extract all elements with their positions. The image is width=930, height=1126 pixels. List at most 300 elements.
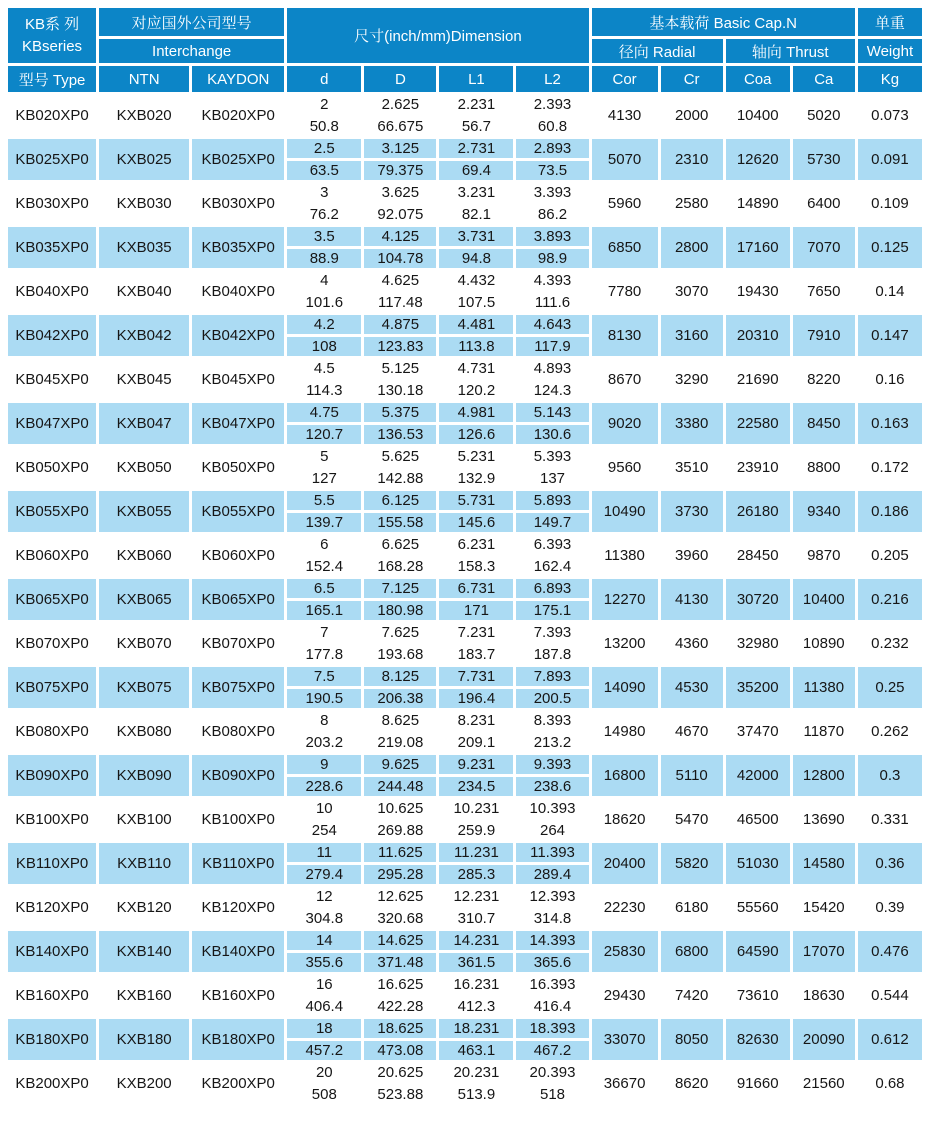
cell-model-type: KB180XP0 bbox=[8, 1019, 96, 1060]
cell-model-type: KB080XP0 bbox=[8, 711, 96, 752]
cell-ca: 5730 bbox=[793, 139, 855, 180]
cell-ca: 13690 bbox=[793, 799, 855, 840]
value-L1-inch: 5.731 bbox=[439, 491, 513, 510]
cell-dimension-L2 bbox=[516, 579, 588, 620]
value-d-mm: 406.4 bbox=[305, 998, 344, 1015]
cell-dimension-L2 bbox=[516, 931, 588, 972]
value-L1-mm: 285.3 bbox=[439, 865, 513, 884]
cell-kg: 0.205 bbox=[858, 535, 922, 576]
cell-coa: 19430 bbox=[726, 271, 790, 312]
cell-dimension-d bbox=[287, 271, 361, 312]
value-D-inch: 7.125 bbox=[364, 579, 436, 598]
value-d-inch: 6 bbox=[320, 536, 329, 553]
value-d-inch: 9 bbox=[287, 755, 361, 774]
cell-ca: 11870 bbox=[793, 711, 855, 752]
cell-dimension-L1 bbox=[439, 183, 513, 224]
cell-cor: 7780 bbox=[592, 271, 658, 312]
value-L2-mm: 518 bbox=[539, 1086, 566, 1103]
value-L2-mm: 238.6 bbox=[516, 777, 588, 796]
header-dimension: 尺寸(inch/mm)Dimension bbox=[287, 8, 588, 63]
cell-kg: 0.25 bbox=[858, 667, 922, 708]
value-d-mm: 114.3 bbox=[306, 382, 343, 399]
cell-dimension-L2 bbox=[516, 843, 588, 884]
cell-dimension-d bbox=[287, 975, 361, 1016]
cell-cor: 8130 bbox=[592, 315, 658, 356]
value-D-inch: 18.625 bbox=[364, 1019, 436, 1038]
cell-dimension-L1 bbox=[439, 931, 513, 972]
cell-dimension-L1 bbox=[439, 843, 513, 884]
cell-cr: 3290 bbox=[661, 359, 723, 400]
cell-ntn-model: KXB042 bbox=[99, 315, 189, 356]
cell-model-type: KB090XP0 bbox=[8, 755, 96, 796]
value-L2-inch: 2.393 bbox=[533, 96, 572, 113]
cell-cr: 3070 bbox=[661, 271, 723, 312]
value-d-inch: 16 bbox=[315, 976, 333, 993]
cell-dimension-L2 bbox=[516, 1019, 588, 1060]
cell-dimension-L1 bbox=[439, 975, 513, 1016]
column-header-kaydon: KAYDON bbox=[192, 66, 284, 92]
value-D-inch: 4.875 bbox=[364, 315, 436, 334]
cell-dimension-D bbox=[364, 535, 436, 576]
value-L2-inch: 9.393 bbox=[516, 755, 588, 774]
table-row bbox=[8, 711, 922, 752]
value-L2-inch: 18.393 bbox=[516, 1019, 588, 1038]
cell-ca: 11380 bbox=[793, 667, 855, 708]
value-D-inch: 4.125 bbox=[364, 227, 436, 246]
cell-kaydon-model: KB100XP0 bbox=[192, 799, 284, 840]
value-d-inch: 3.5 bbox=[287, 227, 361, 246]
value-d-inch: 4.2 bbox=[287, 315, 361, 334]
cell-cr: 4530 bbox=[661, 667, 723, 708]
cell-dimension-L1 bbox=[439, 271, 513, 312]
value-D-inch: 6.625 bbox=[381, 536, 420, 553]
cell-ca: 8220 bbox=[793, 359, 855, 400]
cell-ca: 9870 bbox=[793, 535, 855, 576]
cell-ntn-model: KXB090 bbox=[99, 755, 189, 796]
value-d-inch: 4.75 bbox=[287, 403, 361, 422]
cell-cor: 20400 bbox=[592, 843, 658, 884]
value-L1-mm: 145.6 bbox=[439, 513, 513, 532]
value-d-inch: 3 bbox=[320, 184, 329, 201]
header-interchange-en: Interchange bbox=[99, 39, 284, 63]
value-D-mm: 123.83 bbox=[364, 337, 436, 356]
cell-model-type: KB030XP0 bbox=[8, 183, 96, 224]
cell-cr: 5110 bbox=[661, 755, 723, 796]
value-D-inch: 11.625 bbox=[364, 843, 436, 862]
cell-model-type: KB070XP0 bbox=[8, 623, 96, 664]
cell-ca: 7070 bbox=[793, 227, 855, 268]
cell-dimension-L2 bbox=[516, 535, 588, 576]
cell-kaydon-model: KB065XP0 bbox=[192, 579, 284, 620]
cell-kg: 0.232 bbox=[858, 623, 922, 664]
cell-ntn-model: KXB110 bbox=[99, 843, 189, 884]
value-D-inch: 8.625 bbox=[381, 712, 420, 729]
value-L1-inch: 2.231 bbox=[457, 96, 496, 113]
cell-dimension-d bbox=[287, 579, 361, 620]
cell-model-type: KB120XP0 bbox=[8, 887, 96, 928]
cell-dimension-D bbox=[364, 755, 436, 796]
value-d-mm: 254 bbox=[311, 822, 337, 839]
cell-model-type: KB140XP0 bbox=[8, 931, 96, 972]
cell-coa: 35200 bbox=[726, 667, 790, 708]
cell-dimension-d bbox=[287, 667, 361, 708]
cell-ca: 20090 bbox=[793, 1019, 855, 1060]
value-D-mm: 130.18 bbox=[377, 382, 424, 399]
value-D-inch: 5.125 bbox=[381, 360, 420, 377]
table-body bbox=[8, 95, 922, 1104]
cell-ntn-model: KXB045 bbox=[99, 359, 189, 400]
cell-dimension-d bbox=[287, 1019, 361, 1060]
value-L2-inch: 4.643 bbox=[516, 315, 588, 334]
cell-dimension-L2 bbox=[516, 491, 588, 532]
value-D-mm: 295.28 bbox=[364, 865, 436, 884]
cell-kaydon-model: KB200XP0 bbox=[192, 1063, 284, 1104]
value-L2-mm: 117.9 bbox=[516, 337, 588, 356]
cell-ntn-model: KXB040 bbox=[99, 271, 189, 312]
value-L1-inch: 14.231 bbox=[439, 931, 513, 950]
value-d-inch: 2 bbox=[320, 96, 329, 113]
cell-coa: 55560 bbox=[726, 887, 790, 928]
value-L1-mm: 107.5 bbox=[457, 294, 496, 311]
cell-cr: 5470 bbox=[661, 799, 723, 840]
value-L2-inch: 12.393 bbox=[529, 888, 576, 905]
cell-cr: 3730 bbox=[661, 491, 723, 532]
cell-ntn-model: KXB035 bbox=[99, 227, 189, 268]
cell-dimension-D bbox=[364, 359, 436, 400]
cell-kaydon-model: KB075XP0 bbox=[192, 667, 284, 708]
value-L1-mm: 463.1 bbox=[439, 1041, 513, 1060]
value-d-mm: 101.6 bbox=[305, 294, 344, 311]
cell-dimension-D bbox=[364, 931, 436, 972]
cell-kg: 0.073 bbox=[858, 95, 922, 136]
value-d-inch: 4 bbox=[320, 272, 329, 289]
column-header-L2: L2 bbox=[516, 66, 588, 92]
value-d-inch: 2.5 bbox=[287, 139, 361, 158]
value-D-inch: 5.375 bbox=[364, 403, 436, 422]
cell-ntn-model: KXB060 bbox=[99, 535, 189, 576]
value-L2-inch: 20.393 bbox=[529, 1064, 576, 1081]
value-L2-inch: 5.893 bbox=[516, 491, 588, 510]
value-D-mm: 193.68 bbox=[377, 646, 424, 663]
cell-ca: 10400 bbox=[793, 579, 855, 620]
cell-kaydon-model: KB070XP0 bbox=[192, 623, 284, 664]
cell-model-type: KB065XP0 bbox=[8, 579, 96, 620]
value-d-inch: 5 bbox=[320, 448, 329, 465]
cell-cr: 4670 bbox=[661, 711, 723, 752]
value-d-inch: 11 bbox=[287, 843, 361, 862]
value-L1-mm: 209.1 bbox=[457, 734, 496, 751]
value-D-mm: 523.88 bbox=[377, 1086, 424, 1103]
cell-kaydon-model: KB090XP0 bbox=[192, 755, 284, 796]
cell-kaydon-model: KB047XP0 bbox=[192, 403, 284, 444]
table-row bbox=[8, 755, 922, 796]
cell-kg: 0.16 bbox=[858, 359, 922, 400]
cell-cor: 18620 bbox=[592, 799, 658, 840]
value-d-mm: 304.8 bbox=[305, 910, 344, 927]
cell-kg: 0.544 bbox=[858, 975, 922, 1016]
value-d-mm: 76.2 bbox=[309, 206, 339, 223]
cell-dimension-D bbox=[364, 447, 436, 488]
cell-dimension-L1 bbox=[439, 315, 513, 356]
value-L2-inch: 2.893 bbox=[516, 139, 588, 158]
cell-ca: 8800 bbox=[793, 447, 855, 488]
table-row bbox=[8, 315, 922, 356]
cell-cor: 9020 bbox=[592, 403, 658, 444]
value-D-mm: 219.08 bbox=[377, 734, 424, 751]
value-D-inch: 5.625 bbox=[381, 448, 420, 465]
value-L1-inch: 4.432 bbox=[457, 272, 496, 289]
cell-kg: 0.14 bbox=[858, 271, 922, 312]
cell-cor: 8670 bbox=[592, 359, 658, 400]
header-weight-en: Weight bbox=[858, 39, 922, 63]
cell-cor: 36670 bbox=[592, 1063, 658, 1104]
cell-dimension-L2 bbox=[516, 623, 588, 664]
cell-model-type: KB045XP0 bbox=[8, 359, 96, 400]
value-D-mm: 136.53 bbox=[364, 425, 436, 444]
cell-ca: 9340 bbox=[793, 491, 855, 532]
cell-kg: 0.262 bbox=[858, 711, 922, 752]
cell-ntn-model: KXB065 bbox=[99, 579, 189, 620]
cell-dimension-d bbox=[287, 1063, 361, 1104]
value-L1-inch: 6.231 bbox=[457, 536, 496, 553]
table-row bbox=[8, 799, 922, 840]
cell-cor: 22230 bbox=[592, 887, 658, 928]
cell-model-type: KB100XP0 bbox=[8, 799, 96, 840]
cell-kaydon-model: KB040XP0 bbox=[192, 271, 284, 312]
cell-kaydon-model: KB080XP0 bbox=[192, 711, 284, 752]
cell-ca: 7650 bbox=[793, 271, 855, 312]
cell-coa: 32980 bbox=[726, 623, 790, 664]
cell-coa: 10400 bbox=[726, 95, 790, 136]
value-D-mm: 142.88 bbox=[377, 470, 424, 487]
cell-dimension-L1 bbox=[439, 491, 513, 532]
value-L2-mm: 264 bbox=[539, 822, 566, 839]
cell-dimension-d bbox=[287, 227, 361, 268]
cell-dimension-d bbox=[287, 887, 361, 928]
header-series bbox=[8, 8, 96, 63]
cell-coa: 23910 bbox=[726, 447, 790, 488]
value-L2-mm: 365.6 bbox=[516, 953, 588, 972]
cell-dimension-D bbox=[364, 227, 436, 268]
cell-coa: 22580 bbox=[726, 403, 790, 444]
table-row bbox=[8, 227, 922, 268]
cell-dimension-L1 bbox=[439, 1063, 513, 1104]
cell-dimension-L1 bbox=[439, 95, 513, 136]
value-d-inch: 18 bbox=[287, 1019, 361, 1038]
cell-dimension-L2 bbox=[516, 95, 588, 136]
value-D-inch: 16.625 bbox=[377, 976, 424, 993]
cell-ntn-model: KXB025 bbox=[99, 139, 189, 180]
cell-kg: 0.476 bbox=[858, 931, 922, 972]
cell-dimension-D bbox=[364, 95, 436, 136]
column-header-cor: Cor bbox=[592, 66, 658, 92]
cell-cr: 4360 bbox=[661, 623, 723, 664]
cell-dimension-d bbox=[287, 315, 361, 356]
cell-cor: 25830 bbox=[592, 931, 658, 972]
value-L1-inch: 7.231 bbox=[457, 624, 496, 641]
cell-dimension-L1 bbox=[439, 579, 513, 620]
cell-cr: 3380 bbox=[661, 403, 723, 444]
value-L1-mm: 171 bbox=[439, 601, 513, 620]
cell-coa: 26180 bbox=[726, 491, 790, 532]
cell-cor: 29430 bbox=[592, 975, 658, 1016]
cell-kg: 0.331 bbox=[858, 799, 922, 840]
cell-cr: 6800 bbox=[661, 931, 723, 972]
value-L1-inch: 9.231 bbox=[439, 755, 513, 774]
cell-ntn-model: KXB020 bbox=[99, 95, 189, 136]
cell-kg: 0.612 bbox=[858, 1019, 922, 1060]
cell-ca: 10890 bbox=[793, 623, 855, 664]
column-header-type: 型号 Type bbox=[8, 66, 96, 92]
value-L2-mm: 162.4 bbox=[533, 558, 572, 575]
cell-dimension-D bbox=[364, 623, 436, 664]
cell-model-type: KB200XP0 bbox=[8, 1063, 96, 1104]
cell-cr: 2000 bbox=[661, 95, 723, 136]
value-L2-mm: 124.3 bbox=[533, 382, 572, 399]
value-D-inch: 8.125 bbox=[364, 667, 436, 686]
column-header-kg: Kg bbox=[858, 66, 922, 92]
value-L1-mm: 113.8 bbox=[439, 337, 513, 356]
cell-kaydon-model: KB110XP0 bbox=[192, 843, 284, 884]
cell-kg: 0.125 bbox=[858, 227, 922, 268]
value-D-mm: 206.38 bbox=[364, 689, 436, 708]
cell-dimension-d bbox=[287, 931, 361, 972]
value-d-mm: 50.8 bbox=[309, 118, 339, 135]
value-L1-mm: 56.7 bbox=[461, 118, 492, 135]
value-D-mm: 244.48 bbox=[364, 777, 436, 796]
cell-dimension-L2 bbox=[516, 975, 588, 1016]
value-L2-inch: 3.393 bbox=[533, 184, 572, 201]
value-D-inch: 10.625 bbox=[377, 800, 424, 817]
value-L2-mm: 200.5 bbox=[516, 689, 588, 708]
cell-cr: 3510 bbox=[661, 447, 723, 488]
value-L2-inch: 3.893 bbox=[516, 227, 588, 246]
cell-model-type: KB110XP0 bbox=[8, 843, 96, 884]
cell-coa: 42000 bbox=[726, 755, 790, 796]
bearing-spec-table bbox=[5, 5, 925, 1107]
cell-kg: 0.3 bbox=[858, 755, 922, 796]
cell-coa: 28450 bbox=[726, 535, 790, 576]
table-row bbox=[8, 403, 922, 444]
cell-dimension-D bbox=[364, 315, 436, 356]
cell-cor: 11380 bbox=[592, 535, 658, 576]
table-row bbox=[8, 1063, 922, 1104]
table-row bbox=[8, 887, 922, 928]
value-L1-mm: 132.9 bbox=[457, 470, 496, 487]
cell-dimension-d bbox=[287, 447, 361, 488]
table-row bbox=[8, 95, 922, 136]
cell-cor: 5070 bbox=[592, 139, 658, 180]
column-header-d: d bbox=[287, 66, 361, 92]
value-L1-mm: 82.1 bbox=[461, 206, 492, 223]
value-d-mm: 508 bbox=[311, 1086, 337, 1103]
cell-dimension-L1 bbox=[439, 755, 513, 796]
cell-dimension-d bbox=[287, 799, 361, 840]
cell-dimension-d bbox=[287, 403, 361, 444]
value-L1-mm: 513.9 bbox=[457, 1086, 496, 1103]
cell-ca: 7910 bbox=[793, 315, 855, 356]
cell-ntn-model: KXB100 bbox=[99, 799, 189, 840]
value-D-mm: 422.28 bbox=[377, 998, 424, 1015]
value-d-mm: 457.2 bbox=[287, 1041, 361, 1060]
cell-dimension-d bbox=[287, 843, 361, 884]
table-row bbox=[8, 139, 922, 180]
value-D-mm: 155.58 bbox=[364, 513, 436, 532]
header-radial: 径向 Radial bbox=[592, 39, 723, 63]
cell-model-type: KB040XP0 bbox=[8, 271, 96, 312]
value-L1-mm: 126.6 bbox=[439, 425, 513, 444]
cell-cr: 8050 bbox=[661, 1019, 723, 1060]
table-row bbox=[8, 975, 922, 1016]
cell-coa: 46500 bbox=[726, 799, 790, 840]
cell-dimension-d bbox=[287, 359, 361, 400]
cell-dimension-D bbox=[364, 799, 436, 840]
value-d-mm: 177.8 bbox=[305, 646, 344, 663]
value-L2-mm: 111.6 bbox=[534, 294, 571, 311]
value-d-mm: 88.9 bbox=[287, 249, 361, 268]
cell-dimension-d bbox=[287, 711, 361, 752]
cell-cr: 2580 bbox=[661, 183, 723, 224]
value-d-mm: 279.4 bbox=[287, 865, 361, 884]
value-L2-mm: 73.5 bbox=[516, 161, 588, 180]
cell-dimension-d bbox=[287, 623, 361, 664]
value-L1-mm: 183.7 bbox=[457, 646, 496, 663]
value-L1-inch: 4.731 bbox=[457, 360, 496, 377]
value-L2-inch: 4.893 bbox=[533, 360, 572, 377]
value-L1-inch: 7.731 bbox=[439, 667, 513, 686]
cell-kaydon-model: KB180XP0 bbox=[192, 1019, 284, 1060]
cell-cor: 14980 bbox=[592, 711, 658, 752]
value-D-mm: 371.48 bbox=[364, 953, 436, 972]
cell-dimension-L1 bbox=[439, 359, 513, 400]
cell-model-type: KB035XP0 bbox=[8, 227, 96, 268]
value-D-mm: 117.48 bbox=[377, 294, 423, 311]
header-series-zh: KB系 列 bbox=[24, 15, 80, 33]
value-D-inch: 3.625 bbox=[381, 184, 420, 201]
cell-cor: 6850 bbox=[592, 227, 658, 268]
column-header-coa: Coa bbox=[726, 66, 790, 92]
cell-dimension-D bbox=[364, 975, 436, 1016]
cell-cor: 10490 bbox=[592, 491, 658, 532]
value-d-inch: 5.5 bbox=[287, 491, 361, 510]
cell-dimension-D bbox=[364, 887, 436, 928]
cell-dimension-D bbox=[364, 667, 436, 708]
column-header-ca: Ca bbox=[793, 66, 855, 92]
column-header-L1: L1 bbox=[439, 66, 513, 92]
cell-cr: 8620 bbox=[661, 1063, 723, 1104]
value-d-mm: 355.6 bbox=[287, 953, 361, 972]
value-D-inch: 2.625 bbox=[381, 96, 420, 113]
cell-coa: 12620 bbox=[726, 139, 790, 180]
value-L1-inch: 12.231 bbox=[453, 888, 500, 905]
value-L2-mm: 289.4 bbox=[516, 865, 588, 884]
value-L1-inch: 18.231 bbox=[439, 1019, 513, 1038]
cell-ntn-model: KXB030 bbox=[99, 183, 189, 224]
column-header-D: D bbox=[364, 66, 436, 92]
value-L2-inch: 7.893 bbox=[516, 667, 588, 686]
value-d-mm: 127 bbox=[311, 470, 337, 487]
cell-cr: 7420 bbox=[661, 975, 723, 1016]
cell-coa: 64590 bbox=[726, 931, 790, 972]
cell-kaydon-model: KB160XP0 bbox=[192, 975, 284, 1016]
cell-kg: 0.39 bbox=[858, 887, 922, 928]
cell-kg: 0.68 bbox=[858, 1063, 922, 1104]
cell-dimension-L2 bbox=[516, 447, 588, 488]
cell-cor: 12270 bbox=[592, 579, 658, 620]
value-D-mm: 320.68 bbox=[377, 910, 424, 927]
cell-ca: 8450 bbox=[793, 403, 855, 444]
value-L1-inch: 11.231 bbox=[439, 843, 513, 862]
